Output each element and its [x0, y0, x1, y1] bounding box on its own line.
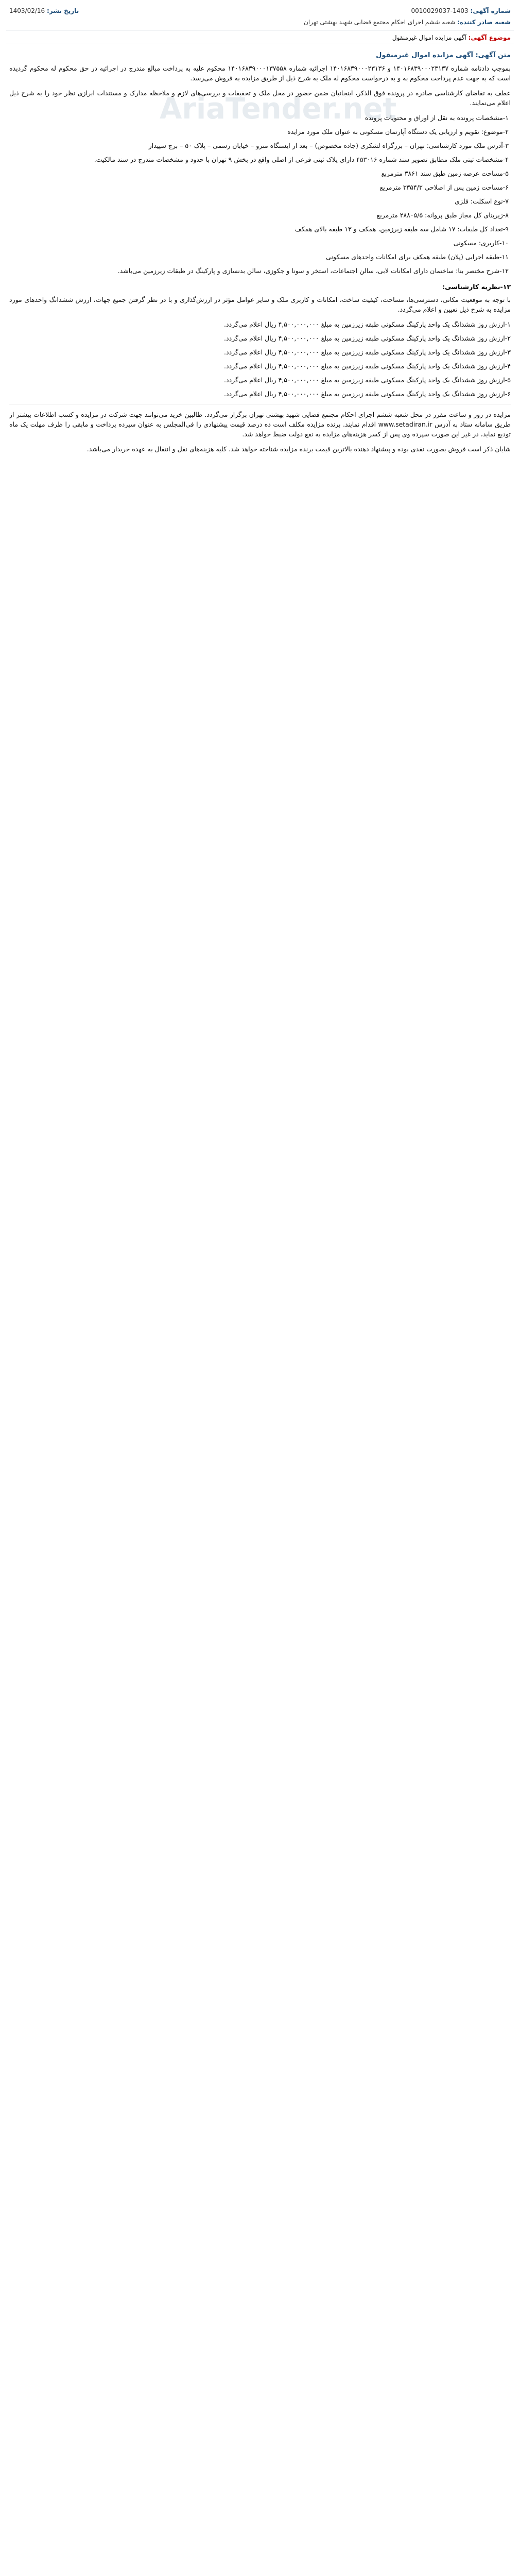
- list-item: ۶-مساحت زمین پس از اصلاحی ۳۳۵۴/۳ مترمربع: [379, 183, 509, 191]
- issuer-label: شعبه صادر کننده:: [457, 19, 511, 26]
- intro-paragraph: بموجب دادنامه شماره ۱۴۰۱۶۸۳۹۰۰۰۲۳۱۳۷ و ۱۴۰۱۶۸۳۹۰۰۰۲۳۱۳۶ اجرائیه شماره ۱۴۰۱۶۸۳۹۰۰۰۱۳۷۵۵۸ محکوم علیه به پرداخت مبالغ مندرج در اجرائیه در حق محکوم له محکوم گردیده است که به جهت عدم پرداخت محکوم به و به درخواست محکوم له ملک به شرح ذیل از طریق مزایده به فروش می‌رسد.: [9, 64, 511, 82]
- ad-title: متن آگهی: آگهی مزایده اموال غیرمنقول: [376, 52, 511, 59]
- publish-date: [9, 5, 79, 16]
- list-item: ۱۱-طبقه اجرایی (پلان) طبقه همکف برای امکانات واحدهای مسکونی: [326, 253, 509, 261]
- ad-number: [411, 5, 511, 16]
- lot-item: ۲-ارزش روز ششدانگ یک واحد پارکینگ مسکونی طبقه زیرزمین به مبلغ ۴,۵۰۰,۰۰۰,۰۰۰ ریال اعلام می‌گردد.: [224, 334, 511, 342]
- lot-item: ۱-ارزش روز ششدانگ یک واحد پارکینگ مسکونی طبقه زیرزمین به مبلغ ۴,۵۰۰,۰۰۰,۰۰۰ ریال اعلام می‌گردد.: [224, 320, 511, 328]
- list-item: ۳-آدرس ملک مورد کارشناسی: تهران – بزرگراه لشکری (جاده مخصوص) – بعد از ایستگاه مترو – خیابان رسمی – پلاک ۵۰ – برج سپیدار: [148, 142, 509, 149]
- publish-date-value: 1403/02/16: [9, 7, 45, 14]
- list-item: ۱۲-شرح مختصر بنا: ساختمان دارای امکانات لابی، سالن اجتماعات، استخر و سونا و جکوزی، سالن بدنسازی و پارکینگ در طبقات زیرزمین می‌باشد.: [117, 267, 509, 275]
- opinion-paragraph: با توجه به موقعیت مکانی، دسترسی‌ها، مساحت، کیفیت ساخت، امکانات و کاربری ملک و سایر عوامل مؤثر در ارزش‌گذاری و با در نظر گرفتن جمیع جهات، ارزش ششدانگ واحدهای مورد مزایده به شرح ذیل تعیین و اعلام می‌گردد.: [9, 296, 511, 313]
- subject-value: آگهی مزایده اموال غیرمنقول: [392, 34, 466, 41]
- lot-item: ۴-ارزش روز ششدانگ یک واحد پارکینگ مسکونی طبقه زیرزمین به مبلغ ۴,۵۰۰,۰۰۰,۰۰۰ ریال اعلام می‌گردد.: [224, 362, 511, 370]
- subject-label: موضوع آگهی:: [468, 34, 511, 41]
- publish-date-label: تاریخ نشر:: [47, 7, 79, 14]
- list-item: ۱۰-کاربری: مسکونی: [453, 239, 509, 247]
- ad-number-value: 1403-0010029037: [411, 7, 469, 14]
- list-item: ۹-تعداد کل طبقات: ۱۷ شامل سه طبقه زیرزمین، همکف و ۱۳ طبقه بالای همکف: [294, 225, 509, 233]
- ad-header: [6, 3, 514, 30]
- list-item: ۱-مشخصات پرونده به نقل از اوراق و محتویات پرونده: [365, 114, 509, 122]
- header-row-2: [9, 16, 511, 28]
- issuer: [304, 16, 511, 28]
- list-item: ۴-مشخصات ثبتی ملک مطابق تصویر سند شماره ۴۵۳۰۱۶ دارای پلاک ثبتی فرعی از اصلی واقع در بخش ۹ تهران با حدود و مشخصات مندرج در سند مالکیت.: [94, 156, 509, 163]
- header-row-1: [9, 5, 511, 16]
- issuer-value: شعبه ششم اجرای احکام مجتمع قضایی شهید بهشتی تهران: [303, 19, 456, 26]
- lot-item: ۵-ارزش روز ششدانگ یک واحد پارکینگ مسکونی طبقه زیرزمین به مبلغ ۴,۵۰۰,۰۰۰,۰۰۰ ریال اعلام می‌گردد.: [224, 376, 511, 384]
- watermark-logo: [154, 77, 397, 139]
- lot-item: ۶-ارزش روز ششدانگ یک واحد پارکینگ مسکونی طبقه زیرزمین به مبلغ ۴,۵۰۰,۰۰۰,۰۰۰ ریال اعلام می‌گردد.: [224, 390, 511, 398]
- list-item: ۵-مساحت عرصه زمین طبق سند ۳۸۶۱ مترمربع: [381, 170, 509, 177]
- list-item: ۷-نوع اسکلت: فلزی: [455, 197, 509, 205]
- lot-item: ۳-ارزش روز ششدانگ یک واحد پارکینگ مسکونی طبقه زیرزمین به مبلغ ۴,۵۰۰,۰۰۰,۰۰۰ ریال اعلام می‌گردد.: [224, 348, 511, 356]
- watermark-text: AriaTender.net: [160, 92, 397, 126]
- lot-list: [9, 319, 511, 399]
- final-paragraph: شایان ذکر است فروش بصورت نقدی بوده و پیشنهاد دهنده بالاترین قیمت برنده مزایده شناخته خواهد شد. کلیه هزینه‌های نقل و انتقال به عهده خریدار می‌باشد.: [86, 445, 511, 453]
- list-item: ۸-زیربنای کل مجاز طبق پروانه: ۲۸۸۰۵/۵ مترمربع: [376, 211, 509, 219]
- ad-number-label: شماره آگهی:: [470, 7, 511, 14]
- expert-paragraph: عطف به تقاضای کارشناسی صادره در پرونده فوق الذکر، اینجانبان ضمن حضور در محل ملک و تحقیقات و بررسی‌های لازم و ملاحظه مدارک و مستندات ابرازی نظر خود را به شرح ذیل اعلام می‌نمایند.: [9, 89, 511, 107]
- opinion-title: ۱۳-نظریه کارشناسی:: [442, 283, 511, 291]
- conditions-paragraph: مزایده در روز و ساعت مقرر در محل شعبه ششم اجرای احکام مجتمع قضایی شهید بهشتی تهران برگزار می‌گردد. طالبین خرید می‌توانند جهت شرکت در مزایده و کسب اطلاعات بیشتر از طریق سامانه ستاد به آدرس www.setadiran.ir اقدام نمایند. برنده مزایده مکلف است ده درصد قیمت پیشنهادی را فی‌المجلس به عنوان سپرده پرداخت و مابقی را ظرف مهلت یک ماه تودیع نماید، در غیر این صورت سپرده وی پس از کسر هزینه‌های مزایده به نفع دولت ضبط خواهد شد.: [9, 411, 511, 438]
- list-item: ۲-موضوع: تقویم و ارزیابی یک دستگاه آپارتمان مسکونی به عنوان ملک مورد مزایده: [287, 128, 509, 135]
- subject-row: [6, 32, 514, 43]
